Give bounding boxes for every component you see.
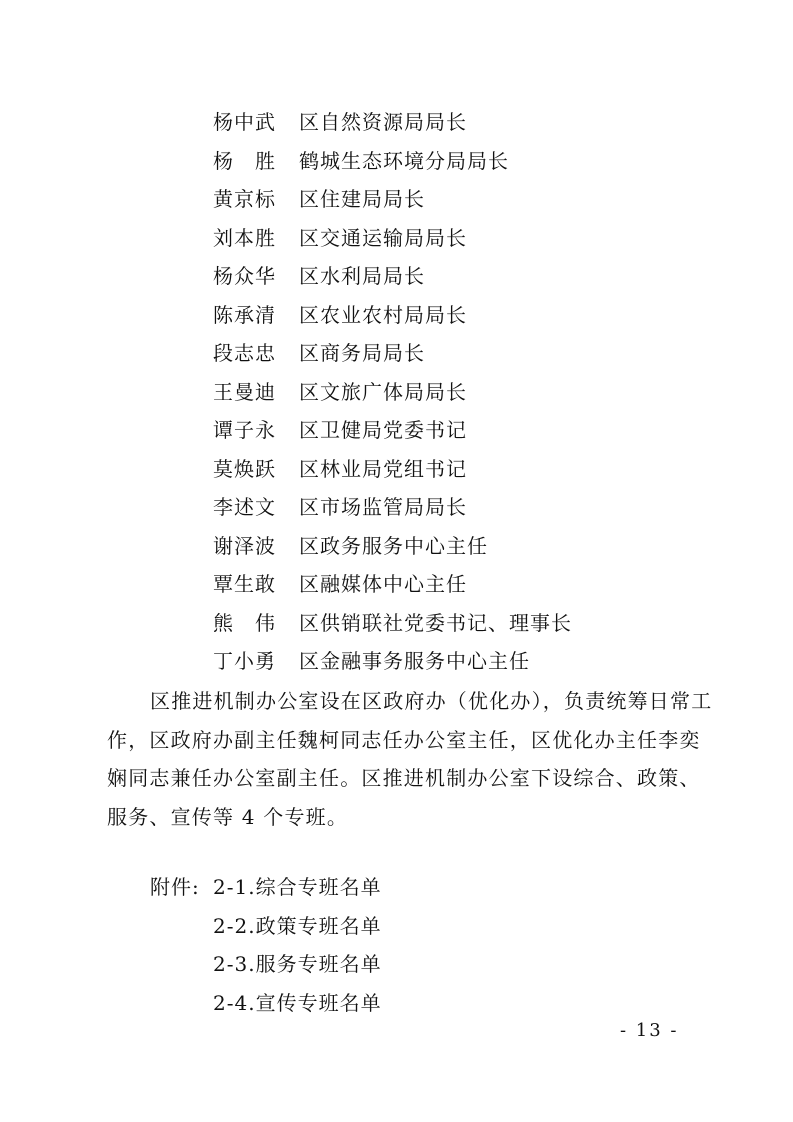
roster-row [213, 334, 572, 373]
roster-row [213, 142, 572, 181]
member-title: 区供销联社党委书记、理事长 [299, 610, 572, 635]
member-title: 区自然资源局局长 [299, 110, 467, 134]
roster-row [213, 450, 572, 489]
member-name [213, 604, 299, 643]
member-title: 区文旅广体局局长 [299, 379, 467, 404]
roster-row [213, 488, 572, 527]
member-title: 区卫健局党委书记 [299, 418, 467, 442]
office-paragraph [107, 682, 715, 836]
attachments-block [150, 868, 382, 1022]
member-title: 区林业局党组书记 [299, 456, 467, 481]
member-name: 覃生敢 [213, 572, 276, 596]
page-number: - 13 - [620, 1020, 679, 1041]
roster-row [213, 180, 572, 219]
member-name: 杨众华 [213, 264, 276, 288]
member-title: 区水利局局长 [299, 264, 425, 288]
attachment-item: 2-2.政策专班名单 [213, 913, 382, 938]
member-name: 黄京标 [213, 187, 276, 211]
member-title: 区交通运输局局长 [299, 225, 467, 250]
member-name: 段志忠 [213, 341, 276, 365]
attachment-row [150, 907, 382, 946]
member-name-char: 伟 [255, 610, 275, 635]
roster-row [213, 257, 572, 296]
attachment-item: 2-3.服务专班名单 [213, 952, 382, 976]
attachments-label: 附件: [150, 875, 200, 899]
member-title: 区农业农村局局长 [299, 302, 467, 327]
member-title: 区市场监管局局长 [299, 495, 467, 519]
member-name: 杨中武 [213, 110, 276, 134]
roster-row [213, 103, 572, 142]
member-title: 区金融事务服务中心主任 [299, 649, 530, 673]
attachment-item: 2-4.宣传专班名单 [213, 990, 382, 1015]
attachment-row [150, 984, 382, 1023]
paragraph-text: 区推进机制办公室设在区政府办（优化办），负责统筹日常工作，区政府办副主任魏柯同志任办公室主任，区优化办主任李奕娴同志兼任办公室副主任。区推进机制办公室下设综合、政策、服务、宣传等 4 个专班。 [107, 689, 713, 829]
member-name-char: 杨 [213, 148, 233, 173]
member-title: 区住建局局长 [299, 187, 425, 211]
roster-row [213, 604, 572, 643]
attachment-item: 2-1.综合专班名单 [213, 875, 382, 899]
member-name-char: 熊 [213, 610, 233, 635]
member-name: 李述文 [213, 495, 276, 519]
attachment-row [150, 868, 382, 907]
member-title: 鹤城生态环境分局局长 [299, 148, 509, 173]
member-name: 谭子永 [213, 418, 276, 442]
member-name: 丁小勇 [213, 649, 276, 673]
roster-row [213, 411, 572, 450]
roster-row [213, 527, 572, 566]
member-title: 区商务局局长 [299, 341, 425, 365]
member-name: 莫焕跃 [213, 456, 276, 481]
attachment-row [150, 945, 382, 984]
roster-row [213, 296, 572, 335]
member-roster [213, 103, 572, 681]
roster-row [213, 642, 572, 681]
member-name: 陈承清 [213, 302, 276, 327]
member-name: 王曼迪 [213, 379, 276, 404]
roster-row [213, 219, 572, 258]
member-title: 区政务服务中心主任 [299, 533, 488, 558]
member-name: 谢泽波 [213, 533, 276, 558]
roster-row [213, 373, 572, 412]
member-name [213, 142, 299, 181]
member-name: 刘本胜 [213, 225, 276, 250]
roster-row [213, 565, 572, 604]
member-name-char: 胜 [255, 148, 275, 173]
member-title: 区融媒体中心主任 [299, 572, 467, 596]
